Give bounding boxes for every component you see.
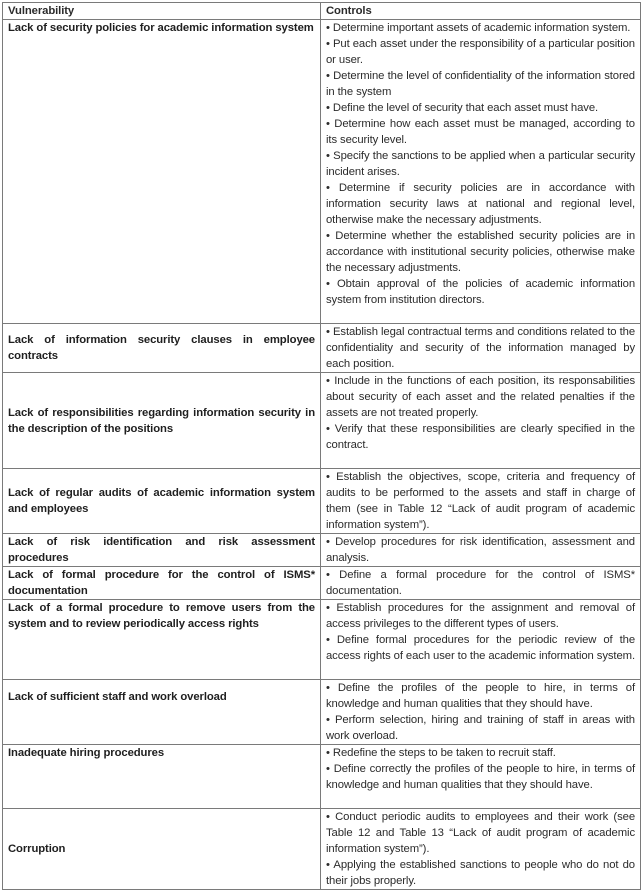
table-row: [3, 745, 641, 809]
controls-cell: [321, 600, 641, 680]
table-row: [3, 469, 641, 534]
control-item: • Verify that these responsibilities are clearly specified in the contract.: [326, 423, 635, 451]
vulnerability-cell: Inadequate hiring procedures: [3, 745, 321, 809]
vulnerability-cell: Lack of responsibilities regarding information security in the description of the positions: [3, 373, 321, 469]
control-item: • Define the profiles of the people to hire, in terms of knowledge and human qualities that they should have.: [326, 682, 635, 710]
control-item: • Establish the objectives, scope, criteria and frequency of audits to be performed to the assets and staff in charge of them (see in Table 12 “Lack of audit program of academic information system”).: [326, 471, 635, 531]
table-row: [3, 567, 641, 600]
control-item: • Applying the established sanctions to people who do not do their jobs properly.: [326, 859, 635, 887]
control-item: • Establish legal contractual terms and conditions related to the confidentiality and security of the information managed by each position.: [326, 326, 635, 370]
table-row: [3, 324, 641, 373]
vulnerability-cell: Lack of a formal procedure to remove users from the system and to review periodically access rights: [3, 600, 321, 680]
control-item: • Define formal procedures for the periodic review of the access rights of each user to the academic information system.: [326, 634, 635, 662]
table-header-row: [3, 3, 641, 20]
control-item: • Develop procedures for risk identification, assessment and analysis.: [326, 536, 635, 564]
control-item: • Put each asset under the responsibility of a particular position or user.: [326, 38, 635, 66]
vulnerability-cell: Lack of sufficient staff and work overload: [3, 680, 321, 745]
control-item: • Establish procedures for the assignment and removal of access privileges to the different types of users.: [326, 602, 635, 630]
control-item: • Determine if security policies are in accordance with information security laws at national and regional level, otherwise make the necessary adjustments.: [326, 182, 635, 226]
control-item: • Determine important assets of academic information system.: [326, 22, 631, 34]
control-item: • Include in the functions of each position, its responsabilities about security of each asset and the related penalties if the assets are not treated properly.: [326, 375, 635, 419]
vulnerability-cell: Lack of information security clauses in employee contracts: [3, 324, 321, 373]
table-row: [3, 373, 641, 469]
controls-cell: [321, 373, 641, 469]
vulnerability-cell: Corruption: [3, 809, 321, 890]
control-item: • Define correctly the profiles of the people to hire, in terms of knowledge and human qualities that they should have.: [326, 763, 635, 791]
controls-cell: [321, 745, 641, 809]
control-item: • Define the level of security that each asset must have.: [326, 102, 599, 114]
control-item: • Determine whether the established security policies are in accordance with institutional security policies, otherwise make the necessary adjustments.: [326, 230, 635, 274]
control-item: • Obtain approval of the policies of academic information system from institution directors.: [326, 278, 635, 306]
control-item: • Redefine the steps to be taken to recruit staff.: [326, 747, 556, 759]
vulnerability-cell: Lack of formal procedure for the control of ISMS* documentation: [3, 567, 321, 600]
controls-cell: [321, 680, 641, 745]
header-controls: Controls: [321, 3, 641, 20]
controls-cell: [321, 534, 641, 567]
controls-cell: [321, 469, 641, 534]
control-item: • Determine how each asset must be managed, according to its security level.: [326, 118, 635, 146]
vulnerability-cell: Lack of risk identification and risk assessment procedures: [3, 534, 321, 567]
table-row: [3, 20, 641, 324]
control-item: • Conduct periodic audits to employees and their work (see Table 12 and Table 13 “Lack of audit program of academic information system”).: [326, 811, 635, 855]
control-item: • Determine the level of confidentiality of the information stored in the system: [326, 70, 635, 98]
table-row: [3, 680, 641, 745]
control-item: • Specify the sanctions to be applied when a particular security incident arises.: [326, 150, 635, 178]
control-item: • Define a formal procedure for the control of ISMS* documentation.: [326, 569, 635, 597]
controls-cell: [321, 567, 641, 600]
vulnerability-controls-table: [2, 2, 641, 890]
table-row: [3, 534, 641, 567]
control-item: • Perform selection, hiring and training of staff in areas with work overload.: [326, 714, 635, 742]
table-row: [3, 600, 641, 680]
controls-cell: [321, 20, 641, 324]
vulnerability-cell: Lack of security policies for academic information system: [3, 20, 321, 324]
controls-cell: [321, 809, 641, 890]
table-row: [3, 809, 641, 890]
vulnerability-cell: Lack of regular audits of academic information system and employees: [3, 469, 321, 534]
controls-cell: [321, 324, 641, 373]
header-vulnerability: Vulnerability: [3, 3, 321, 20]
